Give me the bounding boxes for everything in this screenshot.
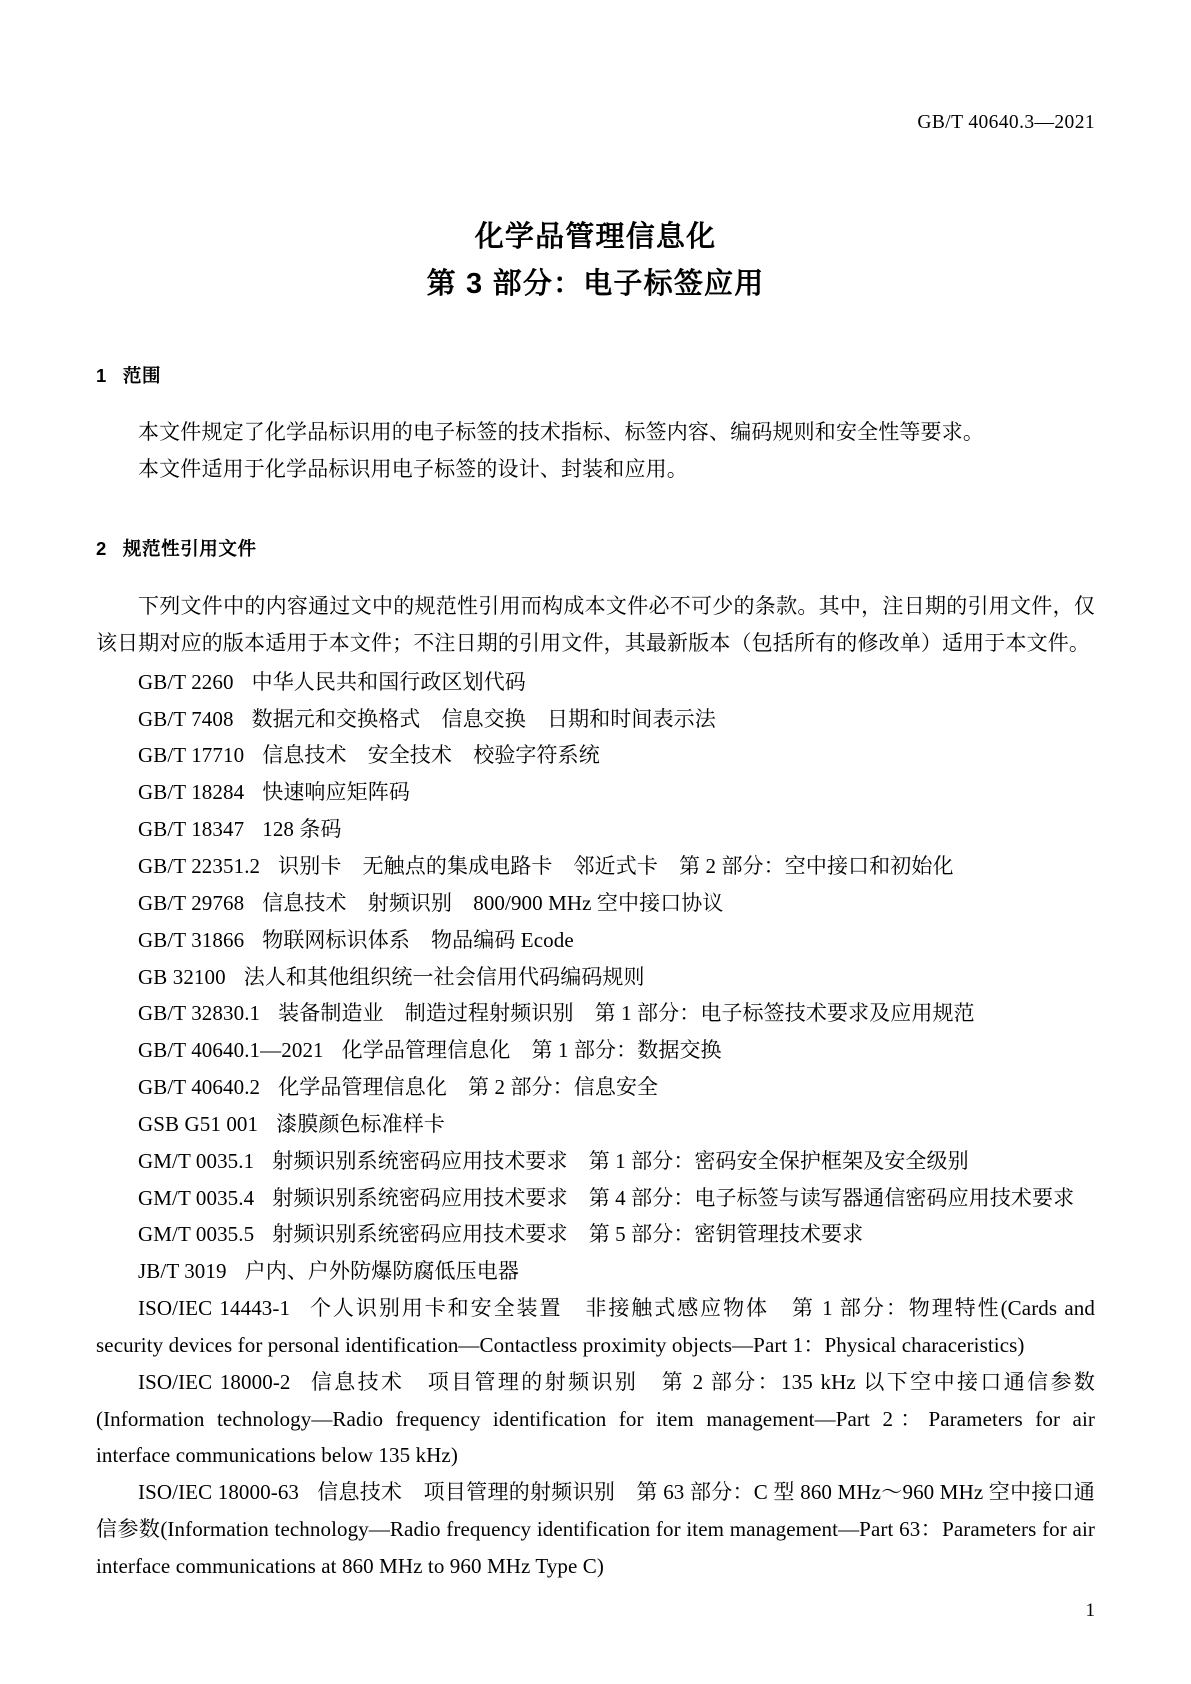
reference-text: 装备制造业 制造过程射频识别 第 1 部分：电子标签技术要求及应用规范 [278, 1001, 975, 1026]
reference-item [96, 848, 1095, 885]
scope-body [96, 414, 1095, 488]
reference-item [96, 885, 1095, 922]
references-intro [96, 588, 1095, 662]
reference-code: GM/T 0035.4 [138, 1185, 255, 1210]
reference-text: 快速响应矩阵码 [262, 780, 410, 805]
page-number: 1 [1085, 1600, 1095, 1621]
standard-number: GB/T 40640.3—2021 [917, 112, 1095, 133]
reference-text: 个人识别用卡和安全装置 非接触式感应物体 第 1 部分：物理特性(Cards and security devices for personal identification—Contactless proximity objects—Part 1：Physical characeristics) [96, 1296, 1095, 1357]
reference-text: 信息技术 射频识别 800/900 MHz 空中接口协议 [262, 890, 724, 915]
reference-item [96, 701, 1095, 738]
reference-item [96, 1032, 1095, 1069]
title-line-2: 第 3 部分：电子标签应用 [426, 267, 765, 300]
reference-code: GB/T 40640.1—2021 [138, 1038, 324, 1063]
reference-item [96, 1216, 1095, 1253]
reference-code: GB/T 17710 [138, 743, 245, 768]
reference-text: 法人和其他组织统一社会信用代码编码规则 [243, 964, 645, 989]
reference-text: 信息技术 项目管理的射频识别 第 63 部分：C 型 860 MHz～960 MHz 空中接口通信参数(Information technology—Radio frequency identification for item management—Part 63：Parameters for air interface communications at 860 MHz to 960 MHz Type C) [96, 1480, 1096, 1578]
clause-number-2: 2 [96, 537, 107, 559]
reference-code: ISO/IEC 14443-1 [138, 1296, 291, 1321]
reference-code: GB 32100 [138, 964, 226, 989]
reference-text: 射频识别系统密码应用技术要求 第 1 部分：密码安全保护框架及安全级别 [272, 1148, 969, 1173]
reference-text: 射频识别系统密码应用技术要求 第 5 部分：密钥管理技术要求 [272, 1222, 864, 1247]
reference-text: 128 条码 [262, 817, 342, 842]
reference-item [96, 1474, 1095, 1585]
reference-text: 物联网标识体系 物品编码 Ecode [262, 927, 574, 952]
reference-text: 中华人民共和国行政区划代码 [251, 669, 526, 694]
clause-title-1: 范围 [122, 364, 162, 386]
reference-item [96, 1180, 1095, 1217]
clause-heading-scope [96, 362, 1095, 388]
reference-text: 射频识别系统密码应用技术要求 第 4 部分：电子标签与读写器通信密码应用技术要求 [272, 1185, 1075, 1210]
scope-paragraph-1: 本文件规定了化学品标识用的电子标签的技术指标、标签内容、编码规则和安全性等要求。 [138, 419, 984, 444]
reference-code: GB/T 32830.1 [138, 1001, 261, 1026]
document-title [96, 214, 1095, 308]
reference-text: 数据元和交换格式 信息交换 日期和时间表示法 [251, 706, 716, 731]
references-intro-paragraph: 下列文件中的内容通过文中的规范性引用而构成本文件必不可少的条款。其中，注日期的引用文件，仅该日期对应的版本适用于本文件；不注日期的引用文件，其最新版本（包括所有的修改单）适用于本文件。 [96, 593, 1095, 655]
reference-code: ISO/IEC 18000-2 [138, 1369, 291, 1394]
reference-item [96, 1253, 1095, 1290]
reference-item [96, 737, 1095, 774]
reference-item [96, 959, 1095, 996]
reference-code: GB/T 2260 [138, 669, 234, 694]
running-header [96, 112, 1095, 152]
reference-code: GSB G51 001 [138, 1111, 259, 1136]
reference-text: 信息技术 项目管理的射频识别 第 2 部分：135 kHz 以下空中接口通信参数(Information technology—Radio frequency identification for item management—Part 2：Parameters for air interface communications below 135 kHz) [96, 1369, 1095, 1468]
reference-item [96, 995, 1095, 1032]
reference-text: 化学品管理信息化 第 1 部分：数据交换 [341, 1038, 722, 1063]
reference-item [96, 922, 1095, 959]
reference-item [96, 1290, 1095, 1364]
clause-heading-normative-references [96, 535, 1095, 561]
reference-code: JB/T 3019 [138, 1259, 227, 1284]
reference-code: GB/T 7408 [138, 706, 234, 731]
reference-item [96, 811, 1095, 848]
reference-item [96, 1143, 1095, 1180]
reference-code: GM/T 0035.5 [138, 1222, 255, 1247]
reference-item [96, 1364, 1095, 1475]
reference-item [96, 774, 1095, 811]
reference-code: GM/T 0035.1 [138, 1148, 255, 1173]
reference-code: GB/T 18284 [138, 780, 245, 805]
reference-code: GB/T 40640.2 [138, 1075, 261, 1100]
reference-code: GB/T 18347 [138, 817, 245, 842]
reference-item [96, 1106, 1095, 1143]
scope-paragraph-2: 本文件适用于化学品标识用电子标签的设计、封装和应用。 [138, 456, 688, 481]
reference-code: GB/T 22351.2 [138, 853, 261, 878]
title-line-1: 化学品管理信息化 [474, 221, 717, 253]
reference-item [96, 1069, 1095, 1106]
reference-text: 漆膜颜色标准样卡 [276, 1111, 445, 1136]
reference-code: GB/T 31866 [138, 927, 245, 952]
reference-item [96, 664, 1095, 701]
reference-text: 户内、户外防爆防腐低压电器 [244, 1259, 519, 1284]
reference-code: GB/T 29768 [138, 890, 245, 915]
normative-references-list [96, 664, 1095, 1585]
reference-text: 识别卡 无触点的集成电路卡 邻近式卡 第 2 部分：空中接口和初始化 [278, 853, 954, 878]
clause-number-1: 1 [96, 364, 107, 386]
reference-text: 信息技术 安全技术 校验字符系统 [262, 743, 600, 768]
reference-text: 化学品管理信息化 第 2 部分：信息安全 [278, 1075, 659, 1100]
reference-code: ISO/IEC 18000-63 [138, 1480, 300, 1505]
clause-title-2: 规范性引用文件 [122, 537, 257, 559]
